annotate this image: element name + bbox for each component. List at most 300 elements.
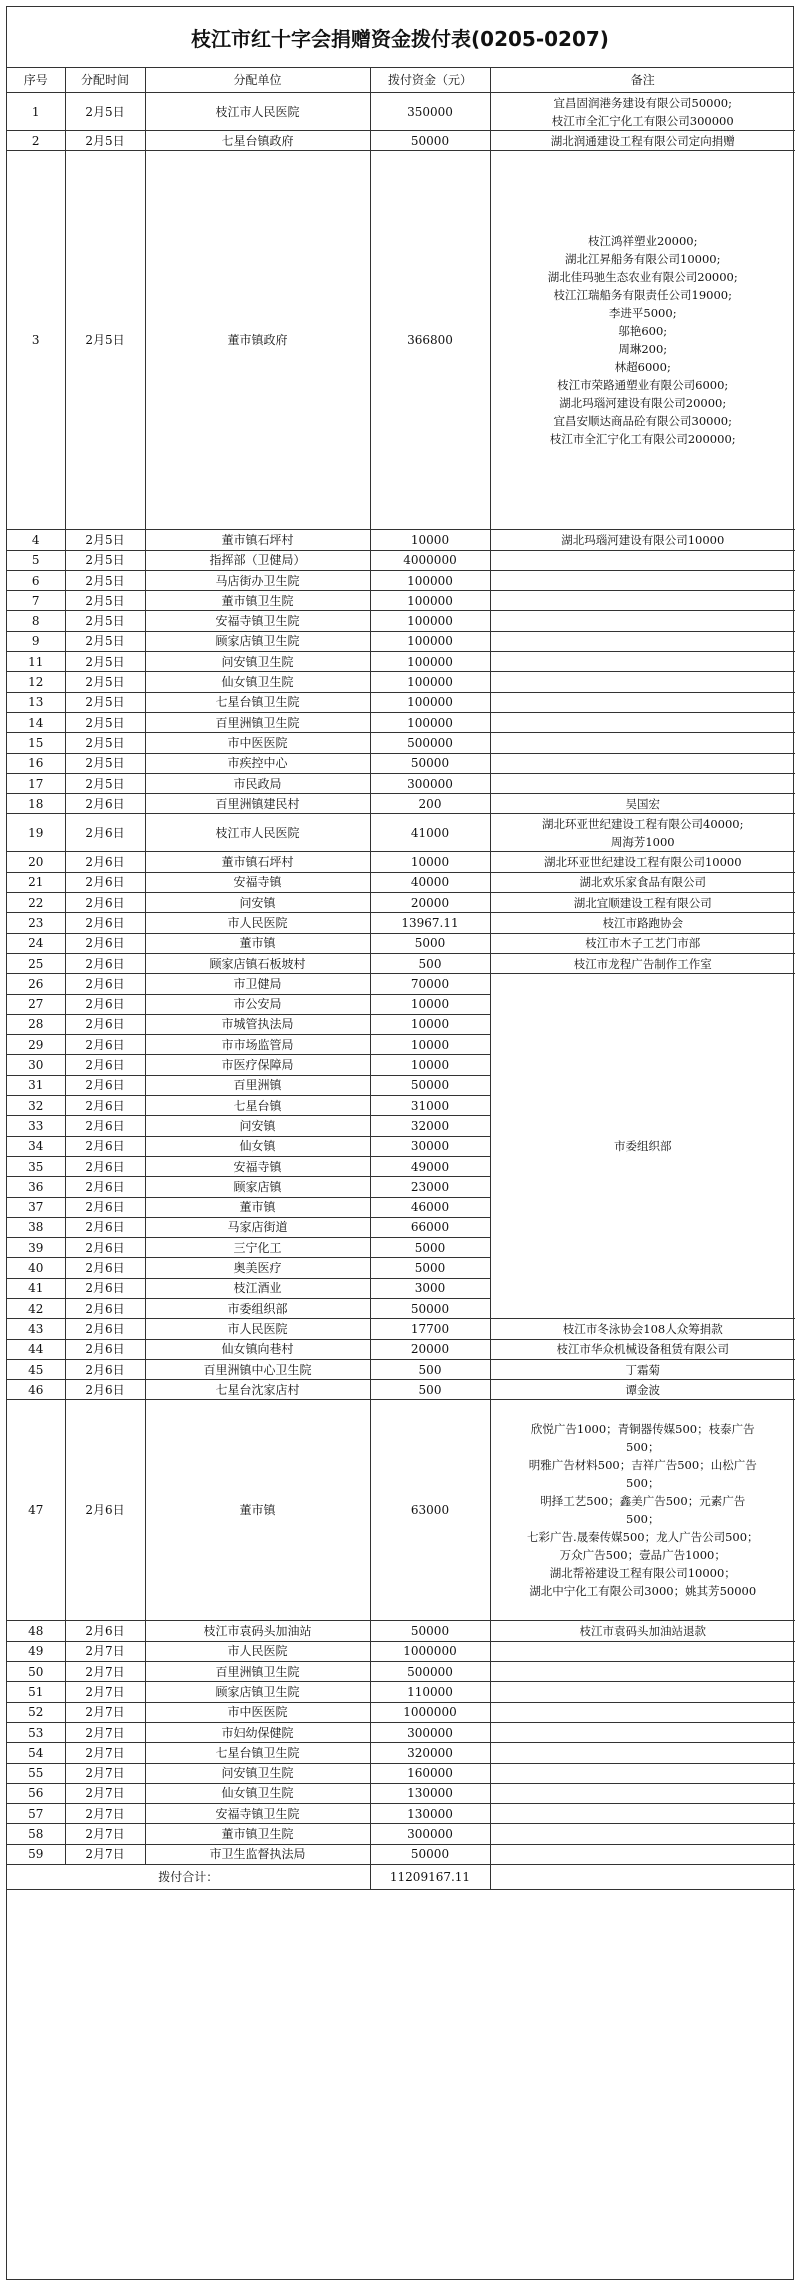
table-row bbox=[7, 611, 795, 631]
table-row bbox=[7, 893, 795, 913]
cell-date: 2月6日 bbox=[65, 1075, 145, 1095]
cell-date: 2月6日 bbox=[65, 1278, 145, 1298]
cell-amount: 10000 bbox=[370, 1014, 490, 1034]
cell-unit: 百里洲镇卫生院 bbox=[145, 1662, 370, 1682]
cell-no: 17 bbox=[7, 773, 65, 793]
cell-date: 2月7日 bbox=[65, 1662, 145, 1682]
cell-amount: 3000 bbox=[370, 1278, 490, 1298]
cell-date: 2月6日 bbox=[65, 1136, 145, 1156]
cell-unit: 马家店街道 bbox=[145, 1217, 370, 1237]
cell-amount: 300000 bbox=[370, 773, 490, 793]
cell-date: 2月6日 bbox=[65, 1621, 145, 1641]
cell-unit: 七星台镇 bbox=[145, 1096, 370, 1116]
table-row bbox=[7, 1380, 795, 1400]
cell-note bbox=[490, 692, 795, 712]
note-line: 吴国宏 bbox=[625, 796, 660, 811]
cell-date: 2月6日 bbox=[65, 953, 145, 973]
cell-amount: 300000 bbox=[370, 1722, 490, 1742]
cell-no: 52 bbox=[7, 1702, 65, 1722]
table-row bbox=[7, 1844, 795, 1864]
cell-note bbox=[490, 814, 795, 852]
table-row bbox=[7, 1662, 795, 1682]
cell-note bbox=[490, 1380, 795, 1400]
note-line: 枝江市路跑协会 bbox=[602, 915, 683, 930]
total-row bbox=[7, 1865, 795, 1890]
table-row bbox=[7, 953, 795, 973]
cell-unit: 市中医医院 bbox=[145, 1702, 370, 1722]
cell-amount: 10000 bbox=[370, 530, 490, 550]
cell-unit: 董市镇 bbox=[145, 933, 370, 953]
note-line: 湖北环亚世纪建设工程有限公司10000 bbox=[543, 855, 742, 870]
table-row bbox=[7, 93, 795, 131]
cell-unit: 百里洲镇卫生院 bbox=[145, 712, 370, 732]
cell-amount: 110000 bbox=[370, 1682, 490, 1702]
table-row bbox=[7, 1400, 795, 1621]
cell-date: 2月7日 bbox=[65, 1783, 145, 1803]
note-line: 湖北帮裕建设工程有限公司10000； bbox=[549, 1566, 736, 1581]
cell-unit: 董市镇石坪村 bbox=[145, 530, 370, 550]
header-amount: 拨付资金（元） bbox=[370, 68, 490, 93]
cell-note bbox=[490, 872, 795, 892]
cell-unit: 市城管执法局 bbox=[145, 1014, 370, 1034]
cell-unit: 仙女镇卫生院 bbox=[145, 672, 370, 692]
cell-no: 47 bbox=[7, 1400, 65, 1621]
cell-no: 9 bbox=[7, 631, 65, 651]
cell-note bbox=[490, 1319, 795, 1339]
note-line: 湖北玛瑙河建设有限公司10000 bbox=[561, 532, 725, 547]
cell-date: 2月7日 bbox=[65, 1804, 145, 1824]
cell-date: 2月5日 bbox=[65, 611, 145, 631]
cell-amount: 500 bbox=[370, 1359, 490, 1379]
cell-unit: 奥美医疗 bbox=[145, 1258, 370, 1278]
cell-unit: 市公安局 bbox=[145, 994, 370, 1014]
cell-unit: 市中医医院 bbox=[145, 733, 370, 753]
cell-amount: 320000 bbox=[370, 1743, 490, 1763]
cell-unit: 董市镇 bbox=[145, 1197, 370, 1217]
table-row bbox=[7, 672, 795, 692]
cell-no: 45 bbox=[7, 1359, 65, 1379]
cell-note bbox=[490, 93, 795, 131]
cell-date: 2月6日 bbox=[65, 1359, 145, 1379]
cell-no: 48 bbox=[7, 1621, 65, 1641]
cell-date: 2月6日 bbox=[65, 994, 145, 1014]
table-row bbox=[7, 1359, 795, 1379]
cell-no: 58 bbox=[7, 1824, 65, 1844]
cell-amount: 31000 bbox=[370, 1096, 490, 1116]
table-row bbox=[7, 852, 795, 872]
cell-amount: 10000 bbox=[370, 852, 490, 872]
cell-no: 41 bbox=[7, 1278, 65, 1298]
table-row bbox=[7, 631, 795, 651]
note-line: 枝江市木子工艺门市部 bbox=[585, 936, 701, 951]
cell-no: 46 bbox=[7, 1380, 65, 1400]
cell-date: 2月5日 bbox=[65, 570, 145, 590]
note-line: 宜昌固润港务建设有限公司50000; bbox=[553, 95, 732, 110]
cell-amount: 500000 bbox=[370, 1662, 490, 1682]
cell-date: 2月5日 bbox=[65, 131, 145, 151]
cell-note bbox=[490, 1400, 795, 1621]
cell-amount: 5000 bbox=[370, 1238, 490, 1258]
allocation-table bbox=[7, 68, 795, 1890]
cell-note bbox=[490, 1844, 795, 1864]
cell-amount: 500 bbox=[370, 1380, 490, 1400]
cell-date: 2月6日 bbox=[65, 974, 145, 994]
cell-amount: 4000000 bbox=[370, 550, 490, 570]
cell-date: 2月6日 bbox=[65, 1035, 145, 1055]
table-row bbox=[7, 652, 795, 672]
cell-date: 2月7日 bbox=[65, 1743, 145, 1763]
cell-date: 2月6日 bbox=[65, 893, 145, 913]
note-line: 湖北欢乐家食品有限公司 bbox=[579, 875, 706, 890]
cell-amount: 50000 bbox=[370, 1075, 490, 1095]
cell-no: 7 bbox=[7, 591, 65, 611]
cell-no: 30 bbox=[7, 1055, 65, 1075]
cell-no: 59 bbox=[7, 1844, 65, 1864]
table-row bbox=[7, 151, 795, 530]
cell-date: 2月6日 bbox=[65, 1319, 145, 1339]
cell-amount: 100000 bbox=[370, 672, 490, 692]
cell-unit: 三宁化工 bbox=[145, 1238, 370, 1258]
cell-amount: 200 bbox=[370, 794, 490, 814]
cell-unit: 枝江酒业 bbox=[145, 1278, 370, 1298]
cell-amount: 23000 bbox=[370, 1177, 490, 1197]
cell-no: 57 bbox=[7, 1804, 65, 1824]
cell-no: 39 bbox=[7, 1238, 65, 1258]
cell-unit: 顾家店镇卫生院 bbox=[145, 1682, 370, 1702]
cell-no: 34 bbox=[7, 1136, 65, 1156]
note-line: 枝江市荣路通塑业有限公司6000; bbox=[557, 378, 729, 393]
note-line: 枝江市冬泳协会108人众筹捐款 bbox=[562, 1321, 723, 1336]
header-date: 分配时间 bbox=[65, 68, 145, 93]
cell-note bbox=[490, 672, 795, 692]
table-row bbox=[7, 733, 795, 753]
cell-unit: 仙女镇向巷村 bbox=[145, 1339, 370, 1359]
cell-amount: 63000 bbox=[370, 1400, 490, 1621]
cell-no: 27 bbox=[7, 994, 65, 1014]
cell-amount: 300000 bbox=[370, 1824, 490, 1844]
cell-amount: 20000 bbox=[370, 893, 490, 913]
cell-date: 2月6日 bbox=[65, 1116, 145, 1136]
note-line: 枝江市袁码头加油站退款 bbox=[579, 1624, 706, 1639]
cell-date: 2月6日 bbox=[65, 913, 145, 933]
cell-unit: 董市镇政府 bbox=[145, 151, 370, 530]
table-row bbox=[7, 1339, 795, 1359]
cell-no: 28 bbox=[7, 1014, 65, 1034]
cell-note bbox=[490, 1359, 795, 1379]
table-row bbox=[7, 570, 795, 590]
cell-unit: 问安镇卫生院 bbox=[145, 1763, 370, 1783]
cell-no: 29 bbox=[7, 1035, 65, 1055]
cell-unit: 市卫生监督执法局 bbox=[145, 1844, 370, 1864]
table-row bbox=[7, 974, 795, 994]
cell-amount: 50000 bbox=[370, 1844, 490, 1864]
cell-no: 54 bbox=[7, 1743, 65, 1763]
cell-note bbox=[490, 893, 795, 913]
cell-date: 2月5日 bbox=[65, 652, 145, 672]
cell-amount: 1000000 bbox=[370, 1702, 490, 1722]
cell-amount: 500 bbox=[370, 953, 490, 973]
cell-amount: 40000 bbox=[370, 872, 490, 892]
cell-date: 2月6日 bbox=[65, 852, 145, 872]
note-line: 市委组织部 bbox=[614, 1139, 672, 1154]
cell-unit: 枝江市人民医院 bbox=[145, 814, 370, 852]
cell-amount: 100000 bbox=[370, 712, 490, 732]
cell-date: 2月6日 bbox=[65, 1014, 145, 1034]
cell-unit: 七星台镇卫生院 bbox=[145, 1743, 370, 1763]
cell-no: 2 bbox=[7, 131, 65, 151]
cell-unit: 百里洲镇建民村 bbox=[145, 794, 370, 814]
note-line: 枝江市全汇宁化工有限公司200000; bbox=[549, 432, 736, 447]
cell-date: 2月6日 bbox=[65, 814, 145, 852]
cell-date: 2月6日 bbox=[65, 1055, 145, 1075]
cell-note bbox=[490, 131, 795, 151]
note-line: 林超6000; bbox=[614, 360, 671, 375]
table-row bbox=[7, 550, 795, 570]
cell-note bbox=[490, 1702, 795, 1722]
header-unit: 分配单位 bbox=[145, 68, 370, 93]
cell-unit: 问安镇 bbox=[145, 893, 370, 913]
note-line: 湖北环亚世纪建设工程有限公司40000; bbox=[542, 816, 744, 831]
cell-date: 2月6日 bbox=[65, 872, 145, 892]
cell-amount: 50000 bbox=[370, 1298, 490, 1318]
note-line: 湖北玛瑙河建设有限公司20000; bbox=[559, 396, 727, 411]
note-line: 湖北中宁化工有限公司3000；姚其芳50000 bbox=[529, 1584, 757, 1599]
table-row bbox=[7, 872, 795, 892]
table-row bbox=[7, 1319, 795, 1339]
cell-amount: 500000 bbox=[370, 733, 490, 753]
cell-note bbox=[490, 1722, 795, 1742]
cell-amount: 66000 bbox=[370, 1217, 490, 1237]
table-row bbox=[7, 712, 795, 732]
header-note: 备注 bbox=[490, 68, 795, 93]
cell-amount: 17700 bbox=[370, 1319, 490, 1339]
cell-amount: 41000 bbox=[370, 814, 490, 852]
note-line: 明雅广告材料500；吉祥广告500；山松广告 bbox=[528, 1458, 757, 1473]
cell-date: 2月6日 bbox=[65, 1217, 145, 1237]
cell-date: 2月6日 bbox=[65, 1339, 145, 1359]
cell-unit: 问安镇 bbox=[145, 1116, 370, 1136]
cell-no: 36 bbox=[7, 1177, 65, 1197]
cell-unit: 市妇幼保健院 bbox=[145, 1722, 370, 1742]
cell-no: 11 bbox=[7, 652, 65, 672]
note-line: 周琳200; bbox=[618, 342, 668, 357]
cell-unit: 市疾控中心 bbox=[145, 753, 370, 773]
table-row bbox=[7, 913, 795, 933]
table-row bbox=[7, 933, 795, 953]
cell-no: 15 bbox=[7, 733, 65, 753]
cell-note bbox=[490, 794, 795, 814]
cell-amount: 50000 bbox=[370, 753, 490, 773]
cell-note bbox=[490, 1339, 795, 1359]
cell-note bbox=[490, 852, 795, 872]
cell-unit: 顾家店镇石板坡村 bbox=[145, 953, 370, 973]
cell-date: 2月6日 bbox=[65, 1156, 145, 1176]
cell-unit: 七星台沈家店村 bbox=[145, 1380, 370, 1400]
cell-note bbox=[490, 652, 795, 672]
cell-date: 2月6日 bbox=[65, 1298, 145, 1318]
cell-date: 2月6日 bbox=[65, 933, 145, 953]
cell-amount: 366800 bbox=[370, 151, 490, 530]
table-row bbox=[7, 1783, 795, 1803]
cell-amount: 5000 bbox=[370, 1258, 490, 1278]
note-line: 谭金波 bbox=[625, 1382, 660, 1397]
cell-date: 2月6日 bbox=[65, 1096, 145, 1116]
note-line: 欣悦广告1000；青铜器传媒500；枝泰广告 bbox=[530, 1422, 755, 1437]
cell-amount: 13967.11 bbox=[370, 913, 490, 933]
cell-amount: 100000 bbox=[370, 611, 490, 631]
cell-unit: 枝江市袁码头加油站 bbox=[145, 1621, 370, 1641]
cell-no: 1 bbox=[7, 93, 65, 131]
cell-no: 25 bbox=[7, 953, 65, 973]
cell-no: 32 bbox=[7, 1096, 65, 1116]
table-row bbox=[7, 794, 795, 814]
table-row bbox=[7, 773, 795, 793]
cell-no: 38 bbox=[7, 1217, 65, 1237]
cell-amount: 1000000 bbox=[370, 1641, 490, 1661]
cell-no: 3 bbox=[7, 151, 65, 530]
header-no: 序号 bbox=[7, 68, 65, 93]
cell-date: 2月5日 bbox=[65, 591, 145, 611]
cell-date: 2月6日 bbox=[65, 1400, 145, 1621]
cell-date: 2月7日 bbox=[65, 1641, 145, 1661]
table-row bbox=[7, 692, 795, 712]
note-line: 湖北江昇船务有限公司10000; bbox=[565, 252, 721, 267]
note-line: 枝江市龙程广告制作工作室 bbox=[573, 956, 712, 971]
cell-note bbox=[490, 1682, 795, 1702]
table-row bbox=[7, 1804, 795, 1824]
cell-note bbox=[490, 974, 795, 1319]
table-row bbox=[7, 1641, 795, 1661]
cell-date: 2月6日 bbox=[65, 1197, 145, 1217]
cell-unit: 顾家店镇 bbox=[145, 1177, 370, 1197]
cell-no: 16 bbox=[7, 753, 65, 773]
note-line: 500； bbox=[626, 1512, 660, 1527]
page-title: 枝江市红十字会捐赠资金拨付表(0205-0207) bbox=[7, 7, 793, 68]
cell-no: 21 bbox=[7, 872, 65, 892]
cell-date: 2月6日 bbox=[65, 1177, 145, 1197]
note-line: 宜昌安顺达商品砼有限公司30000; bbox=[553, 414, 732, 429]
cell-unit: 安福寺镇卫生院 bbox=[145, 1804, 370, 1824]
cell-note bbox=[490, 631, 795, 651]
cell-amount: 160000 bbox=[370, 1763, 490, 1783]
cell-note bbox=[490, 1641, 795, 1661]
cell-no: 19 bbox=[7, 814, 65, 852]
cell-amount: 49000 bbox=[370, 1156, 490, 1176]
total-amount: 11209167.11 bbox=[370, 1865, 490, 1890]
cell-amount: 50000 bbox=[370, 1621, 490, 1641]
cell-date: 2月6日 bbox=[65, 1238, 145, 1258]
cell-no: 35 bbox=[7, 1156, 65, 1176]
cell-note bbox=[490, 1804, 795, 1824]
cell-date: 2月5日 bbox=[65, 672, 145, 692]
cell-amount: 100000 bbox=[370, 652, 490, 672]
cell-no: 56 bbox=[7, 1783, 65, 1803]
cell-unit: 七星台镇卫生院 bbox=[145, 692, 370, 712]
note-line: 李进平5000; bbox=[608, 306, 677, 321]
cell-unit: 顾家店镇卫生院 bbox=[145, 631, 370, 651]
cell-unit: 市卫健局 bbox=[145, 974, 370, 994]
cell-unit: 董市镇 bbox=[145, 1400, 370, 1621]
table-header bbox=[7, 68, 795, 93]
table-row bbox=[7, 814, 795, 852]
cell-amount: 10000 bbox=[370, 1035, 490, 1055]
cell-amount: 10000 bbox=[370, 1055, 490, 1075]
cell-no: 51 bbox=[7, 1682, 65, 1702]
cell-date: 2月5日 bbox=[65, 151, 145, 530]
cell-note bbox=[490, 1743, 795, 1763]
cell-amount: 100000 bbox=[370, 692, 490, 712]
cell-note bbox=[490, 591, 795, 611]
cell-note bbox=[490, 530, 795, 550]
note-line: 湖北宜顺建设工程有限公司 bbox=[573, 895, 712, 910]
cell-unit: 百里洲镇中心卫生院 bbox=[145, 1359, 370, 1379]
cell-date: 2月5日 bbox=[65, 631, 145, 651]
cell-date: 2月7日 bbox=[65, 1824, 145, 1844]
note-line: 500； bbox=[626, 1440, 660, 1455]
cell-note bbox=[490, 1763, 795, 1783]
table-row bbox=[7, 1824, 795, 1844]
cell-date: 2月6日 bbox=[65, 1380, 145, 1400]
cell-amount: 130000 bbox=[370, 1783, 490, 1803]
cell-amount: 20000 bbox=[370, 1339, 490, 1359]
table-row bbox=[7, 753, 795, 773]
note-line: 枝江市华众机械设备租赁有限公司 bbox=[556, 1342, 729, 1357]
cell-note bbox=[490, 712, 795, 732]
cell-note bbox=[490, 570, 795, 590]
cell-unit: 董市镇卫生院 bbox=[145, 1824, 370, 1844]
total-note bbox=[490, 1865, 795, 1890]
cell-note bbox=[490, 933, 795, 953]
note-line: 枝江鸿祥塑业20000; bbox=[588, 234, 698, 249]
total-label: 拨付合计： bbox=[7, 1865, 370, 1890]
cell-note bbox=[490, 1621, 795, 1641]
cell-amount: 350000 bbox=[370, 93, 490, 131]
cell-amount: 130000 bbox=[370, 1804, 490, 1824]
cell-unit: 安福寺镇 bbox=[145, 1156, 370, 1176]
cell-amount: 32000 bbox=[370, 1116, 490, 1136]
cell-note bbox=[490, 733, 795, 753]
cell-date: 2月6日 bbox=[65, 1258, 145, 1278]
cell-no: 50 bbox=[7, 1662, 65, 1682]
cell-unit: 市人民医院 bbox=[145, 1319, 370, 1339]
cell-unit: 马店街办卫生院 bbox=[145, 570, 370, 590]
cell-amount: 100000 bbox=[370, 591, 490, 611]
cell-unit: 安福寺镇卫生院 bbox=[145, 611, 370, 631]
table-row bbox=[7, 591, 795, 611]
cell-no: 18 bbox=[7, 794, 65, 814]
cell-no: 13 bbox=[7, 692, 65, 712]
cell-note bbox=[490, 1662, 795, 1682]
cell-date: 2月7日 bbox=[65, 1763, 145, 1783]
cell-no: 23 bbox=[7, 913, 65, 933]
allocation-sheet bbox=[6, 6, 794, 2280]
cell-no: 55 bbox=[7, 1763, 65, 1783]
cell-unit: 董市镇石坪村 bbox=[145, 852, 370, 872]
cell-unit: 市人民医院 bbox=[145, 1641, 370, 1661]
cell-no: 8 bbox=[7, 611, 65, 631]
cell-no: 24 bbox=[7, 933, 65, 953]
cell-no: 26 bbox=[7, 974, 65, 994]
cell-no: 53 bbox=[7, 1722, 65, 1742]
cell-no: 42 bbox=[7, 1298, 65, 1318]
cell-date: 2月5日 bbox=[65, 550, 145, 570]
note-line: 周海芳1000 bbox=[610, 834, 675, 849]
cell-no: 44 bbox=[7, 1339, 65, 1359]
note-line: 七彩广告.晟秦传媒500；龙人广告公司500； bbox=[526, 1530, 759, 1545]
note-line: 明择工艺500；鑫美广告500；元素广告 bbox=[540, 1494, 746, 1509]
cell-date: 2月7日 bbox=[65, 1722, 145, 1742]
cell-note bbox=[490, 611, 795, 631]
